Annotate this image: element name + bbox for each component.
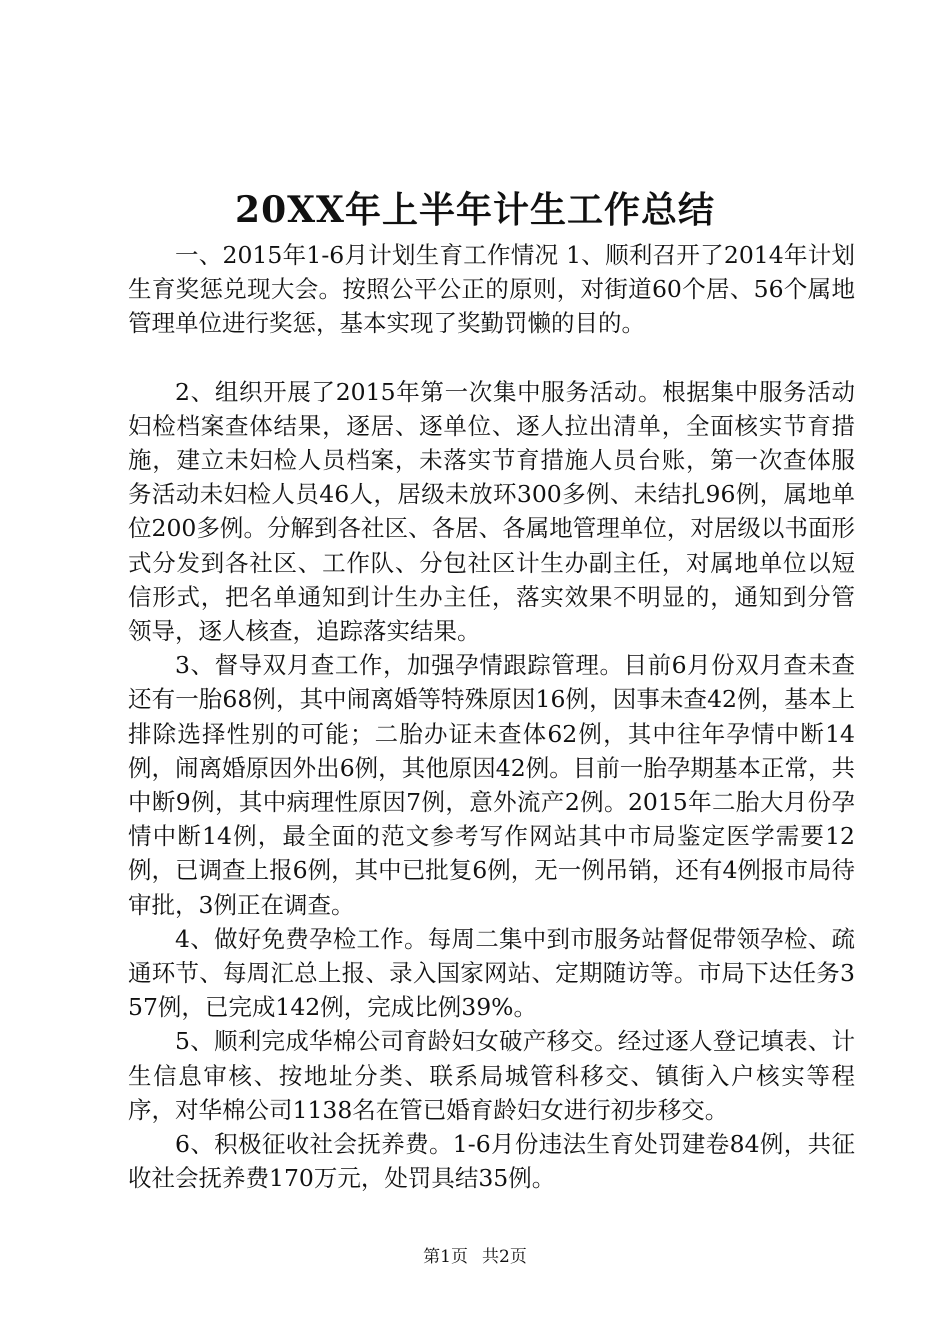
page-total: 共2页	[482, 1247, 527, 1267]
paragraph-4: 4、做好免费孕检工作。每周二集中到市服务站督促带领孕检、疏通环节、每周汇总上报、录入国家网站、定期随访等。市局下达任务357例，已完成142例，完成比例39%。	[128, 924, 855, 1022]
document-title: 20XX年上半年计生工作总结	[235, 189, 715, 231]
paragraph-6: 6、积极征收社会抚养费。1-6月份违法生育处罚建卷84例，共征收社会抚养费170万元，处罚具结35例。	[128, 1130, 855, 1193]
page-footer	[0, 1245, 950, 1269]
paragraph-5: 5、顺利完成华棉公司育龄妇女破产移交。经过逐人登记填表、计生信息审核、按地址分类、联系局城管科移交、镇街入户核实等程序，对华棉公司1138名在管已婚育龄妇女进行初步移交。	[128, 1027, 855, 1124]
document-body	[128, 238, 855, 1195]
paragraph-3: 3、督导双月查工作，加强孕情跟踪管理。目前6月份双月查未查还有一胎68例，其中闹离婚等特殊原因16例，因事未查42例，基本上排除选择性别的可能；二胎办证未查体62例，其中往年孕情中断14例，闹离婚原因外出6例，其他原因42例。目前一胎孕期基本正常，共中断9例，其中病理性原因7例，意外流产2例。2015年二胎大月份孕情中断14例，最全面的范文参考写作网站其中市局鉴定医学需要12例，已调查上报6例，其中已批复6例，无一例吊销，还有4例报市局待审批，3例正在调查。	[128, 651, 855, 919]
paragraph-1: 一、2015年1-6月计划生育工作情况 1、顺利召开了2014年计划生育奖惩兑现大会。按照公平公正的原则，对街道60个居、56个属地管理单位进行奖惩，基本实现了奖勤罚懒的目的。	[128, 241, 855, 338]
paragraph-2: 2、组织开展了2015年第一次集中服务活动。根据集中服务活动妇检档案查体结果，逐居、逐单位、逐人拉出清单，全面核实节育措施，建立未妇检人员档案，未落实节育措施人员台账，第一次查体服务活动未妇检人员46人，居级未放环300多例、未结扎96例，属地单位200多例。分解到各社区、各居、各属地管理单位，对居级以书面形式分发到各社区、工作队、分包社区计生办副主任，对属地单位以短信形式，把名单通知到计生办主任，落实效果不明显的，通知到分管领导，逐人核查，追踪落实结果。	[128, 377, 855, 646]
page-number: 第1页	[423, 1247, 468, 1267]
